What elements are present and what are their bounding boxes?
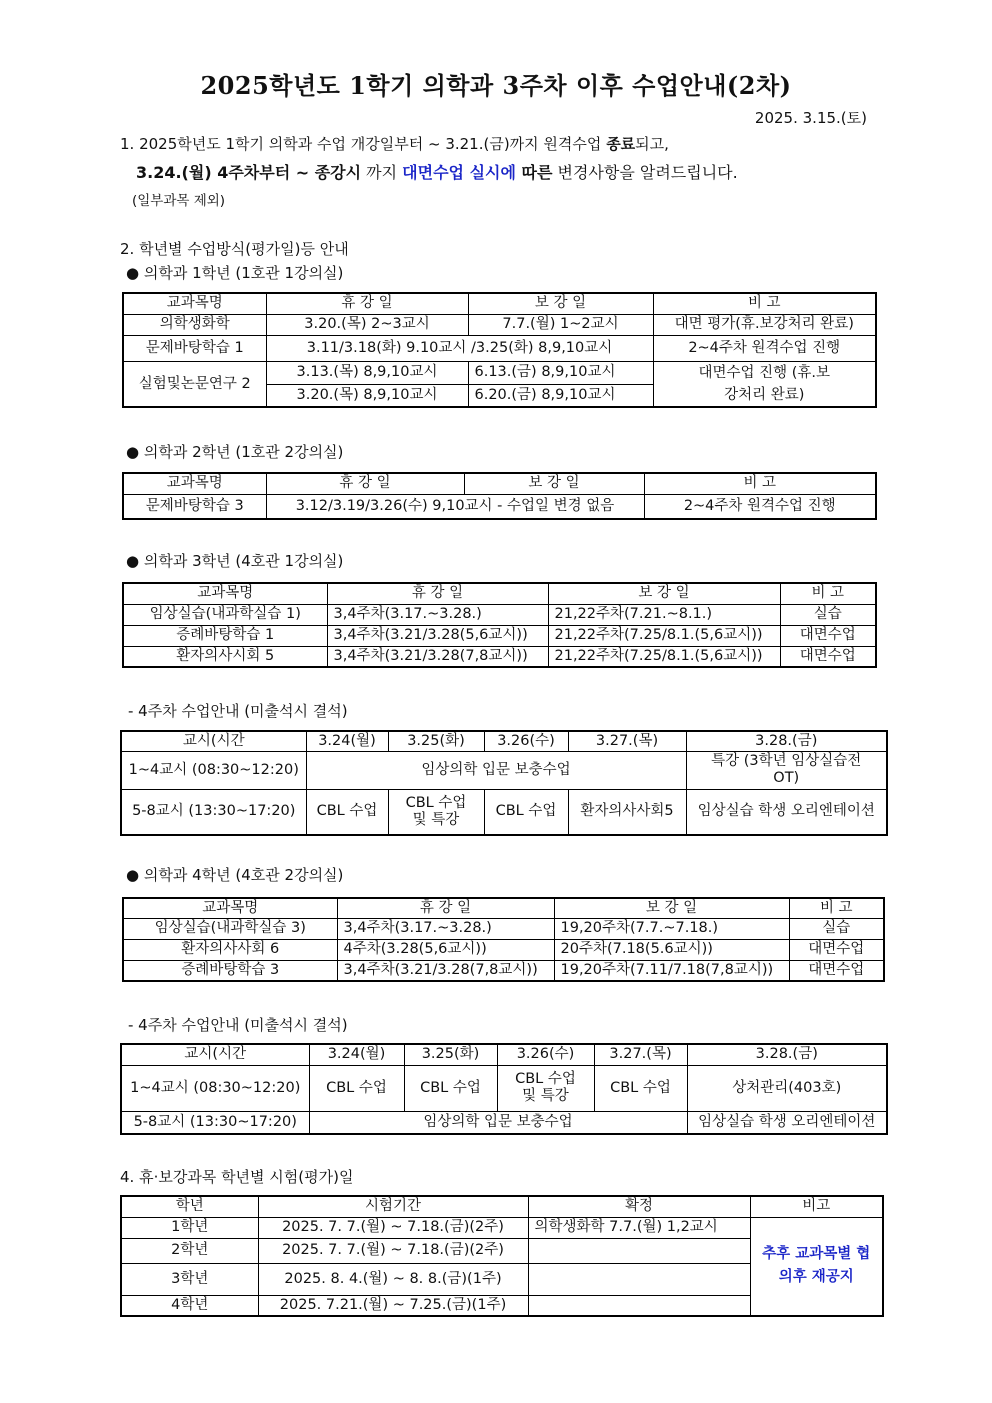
table-cell: 3.12/3.19/3.26(수) 9,10교시 - 수업일 변경 없음	[266, 494, 644, 519]
header-wed: 3.26(수)	[484, 731, 568, 751]
week4-g3-table	[120, 730, 888, 836]
table-cell: 대면수업	[789, 939, 884, 960]
period-label: 1~4교시 (08:30~12:20)	[121, 751, 306, 789]
table-cell: 3.11/3.18(화) 9.10교시 /3.25(화) 8,9,10교시	[266, 335, 653, 361]
header-period: 교시(시간	[121, 731, 306, 751]
table-cell: 2025. 7. 7.(월) ~ 7.18.(금)(2주)	[258, 1217, 528, 1238]
notice-text-end: 되고,	[635, 135, 669, 153]
header-makeup-date: 보 강 일	[468, 293, 653, 314]
table-cell: 6.20.(금) 8,9,10교시	[468, 384, 653, 407]
header-period: 교시(시간	[121, 1044, 309, 1065]
table-cell: 4학년	[121, 1295, 258, 1316]
table-cell: 문제바탕학습 3	[123, 494, 266, 519]
table-cell: 의학생화학 7.7.(월) 1,2교시	[528, 1217, 750, 1238]
table-cell: 3학년	[121, 1263, 258, 1295]
table-cell: 문제바탕학습 1	[123, 335, 266, 361]
grade1-table	[122, 292, 877, 408]
document-date: 2025. 3.15.(토)	[754, 109, 867, 127]
table-cell: CBL 수업	[484, 789, 568, 835]
header-wed: 3.26(수)	[497, 1044, 594, 1065]
table-cell: 6.13.(금) 8,9,10교시	[468, 361, 653, 384]
table-cell: 특강 (3학년 임상실습전 OT)	[686, 751, 887, 789]
header-subject: 교과목명	[123, 583, 327, 604]
header-mon: 3.24(월)	[309, 1044, 404, 1065]
table-cell: 2학년	[121, 1238, 258, 1263]
header-mon: 3.24(월)	[306, 731, 388, 751]
table-cell: 임상실습 학생 오리엔테이션	[687, 1111, 887, 1134]
table-cell: 4주차(3.28(5,6교시))	[337, 939, 554, 960]
header-remark: 비 고	[780, 583, 876, 604]
period-label: 5-8교시 (13:30~17:20)	[121, 1111, 309, 1134]
table-cell: 환자의사사회 6	[123, 939, 337, 960]
notice-text: 1. 2025학년도 1학기 의학과 수업 개강일부터 ~ 3.21.(금)까지 원격수업	[120, 135, 602, 153]
grade1-heading: ● 의학과 1학년 (1호관 1강의실)	[126, 264, 344, 282]
header-thu: 3.27.(목)	[568, 731, 686, 751]
notice-line-1	[120, 133, 669, 154]
table-cell: 21,22주차(7.21.~8.1.)	[548, 604, 780, 625]
table-cell: 3.20.(목) 8,9,10교시	[266, 384, 468, 407]
table-cell: 7.7.(월) 1~2교시	[468, 314, 653, 335]
header-subject: 교과목명	[123, 898, 337, 918]
notice-mid: 까지	[361, 163, 403, 182]
table-cell: CBL 수업	[306, 789, 388, 835]
table-cell: 임상실습 학생 오리엔테이션	[686, 789, 887, 835]
header-grade: 학년	[121, 1196, 258, 1217]
exam-remark: 추후 교과목별 협의후 재공지	[750, 1217, 883, 1316]
table-cell: CBL 수업 및 특강	[497, 1065, 594, 1111]
table-cell: 대면수업 진행 (휴.보강처리 완료)	[653, 361, 876, 407]
header-thu: 3.27.(목)	[594, 1044, 687, 1065]
week4-g4-table	[120, 1043, 888, 1135]
grade2-heading: ● 의학과 2학년 (1호관 2강의실)	[126, 443, 344, 461]
header-subject: 교과목명	[123, 293, 266, 314]
table-cell: 3.13.(목) 8,9,10교시	[266, 361, 468, 384]
header-tue: 3.25(화)	[388, 731, 484, 751]
header-cancel-date: 휴 강 일	[266, 473, 464, 494]
week4-g4-heading: - 4주차 수업안내 (미출석시 결석)	[128, 1016, 348, 1034]
table-cell: 21,22주차(7.25/8.1.(5,6교시))	[548, 625, 780, 646]
header-remark: 비 고	[644, 473, 876, 494]
notice-bold-date: 3.24.(월) 4주차부터 ~ 종강시	[136, 163, 362, 182]
table-cell: 환자의사시회 5	[123, 646, 327, 667]
header-fri: 3.28.(금)	[686, 731, 887, 751]
table-cell: 임상실습(내과학실습 1)	[123, 604, 327, 625]
header-cancel-date: 휴 강 일	[337, 898, 554, 918]
table-cell: 실습	[780, 604, 876, 625]
grade3-heading: ● 의학과 3학년 (4호관 1강의실)	[126, 552, 344, 570]
table-cell: 21,22주차(7.25/8.1.(5,6교시))	[548, 646, 780, 667]
table-cell: 3.20.(목) 2~3교시	[266, 314, 468, 335]
table-cell: 2025. 8. 4.(월) ~ 8. 8.(금)(1주)	[258, 1263, 528, 1295]
exam-table	[120, 1195, 884, 1317]
table-cell: 19,20주차(7.11/7.18(7,8교시))	[554, 960, 789, 981]
table-cell: 임상의학 입문 보충수업	[306, 751, 686, 789]
header-subject: 교과목명	[123, 473, 266, 494]
table-cell: 2~4주차 원격수업 진행	[653, 335, 876, 361]
header-fri: 3.28.(금)	[687, 1044, 887, 1065]
notice-bold-2: 따른	[515, 163, 553, 182]
table-cell: CBL 수업 및 특강	[388, 789, 484, 835]
table-cell: 대면수업	[789, 960, 884, 981]
notice-bold: 종료	[606, 135, 636, 153]
table-cell: 3,4주차(3.21/3.28(7,8교시))	[327, 646, 548, 667]
page-title: 2025학년도 1학기 의학과 3주차 이후 수업안내(2차)	[200, 71, 792, 100]
table-cell: 3,4주차(3.21/3.28(5,6교시))	[327, 625, 548, 646]
table-cell: 3,4주차(3.21/3.28(7,8교시))	[337, 960, 554, 981]
header-makeup-date: 보 강 일	[464, 473, 644, 494]
table-cell: 임상의학 입문 보충수업	[309, 1111, 687, 1134]
table-cell: 대면수업	[780, 646, 876, 667]
grade2-table	[122, 472, 877, 520]
header-cancel-date: 휴 강 일	[327, 583, 548, 604]
table-cell: 증례바탕학습 1	[123, 625, 327, 646]
table-cell: 대면수업	[780, 625, 876, 646]
header-remark: 비 고	[653, 293, 876, 314]
notice-end: 변경사항을 알려드립니다.	[552, 163, 738, 182]
table-cell: CBL 수업	[594, 1065, 687, 1111]
notice-highlight: 대면수업 실시에	[402, 163, 516, 182]
period-label: 1~4교시 (08:30~12:20)	[121, 1065, 309, 1111]
header-makeup-date: 보 강 일	[548, 583, 780, 604]
grade4-table	[122, 897, 885, 982]
table-cell: CBL 수업	[404, 1065, 497, 1111]
table-cell: 환자의사사회5	[568, 789, 686, 835]
header-makeup-date: 보 강 일	[554, 898, 789, 918]
notice-line-2	[136, 160, 738, 183]
table-cell: 2025. 7. 7.(월) ~ 7.18.(금)(2주)	[258, 1238, 528, 1263]
table-cell: 대면 평가(휴.보강처리 완료)	[653, 314, 876, 335]
table-cell: 의학생화학	[123, 314, 266, 335]
header-cancel-date: 휴 강 일	[266, 293, 468, 314]
period-label: 5-8교시 (13:30~17:20)	[121, 789, 306, 835]
table-cell: 2025. 7.21.(월) ~ 7.25.(금)(1주)	[258, 1295, 528, 1316]
table-cell: 19,20주차(7.7.~7.18.)	[554, 918, 789, 939]
table-cell: 20주차(7.18(5.6교시))	[554, 939, 789, 960]
notice-note: (일부과목 제외)	[132, 193, 226, 209]
table-cell: 상처관리(403호)	[687, 1065, 887, 1111]
week4-g3-heading: - 4주차 수업안내 (미출석시 결석)	[128, 702, 348, 720]
header-remark: 비고	[750, 1196, 883, 1217]
grade3-table	[122, 582, 877, 668]
header-tue: 3.25(화)	[404, 1044, 497, 1065]
grade4-heading: ● 의학과 4학년 (4호관 2강의실)	[126, 866, 344, 884]
table-cell: 증례바탕학습 3	[123, 960, 337, 981]
table-cell: 2~4주차 원격수업 진행	[644, 494, 876, 519]
table-cell	[528, 1263, 750, 1295]
section2-heading: 2. 학년별 수업방식(평가일)등 안내	[120, 240, 349, 258]
table-cell: CBL 수업	[309, 1065, 404, 1111]
table-cell: 3,4주차(3.17.~3.28.)	[337, 918, 554, 939]
table-cell: 임상실습(내과학실습 3)	[123, 918, 337, 939]
header-confirmed: 확정	[528, 1196, 750, 1217]
header-exam-period: 시험기간	[258, 1196, 528, 1217]
section4-heading: 4. 휴·보강과목 학년별 시험(평가)일	[120, 1168, 354, 1186]
table-cell: 실험및논문연구 2	[123, 361, 266, 407]
table-cell	[528, 1295, 750, 1316]
header-remark: 비 고	[789, 898, 884, 918]
table-cell: 1학년	[121, 1217, 258, 1238]
table-cell: 실습	[789, 918, 884, 939]
table-cell: 3,4주차(3.17.~3.28.)	[327, 604, 548, 625]
table-cell	[528, 1238, 750, 1263]
